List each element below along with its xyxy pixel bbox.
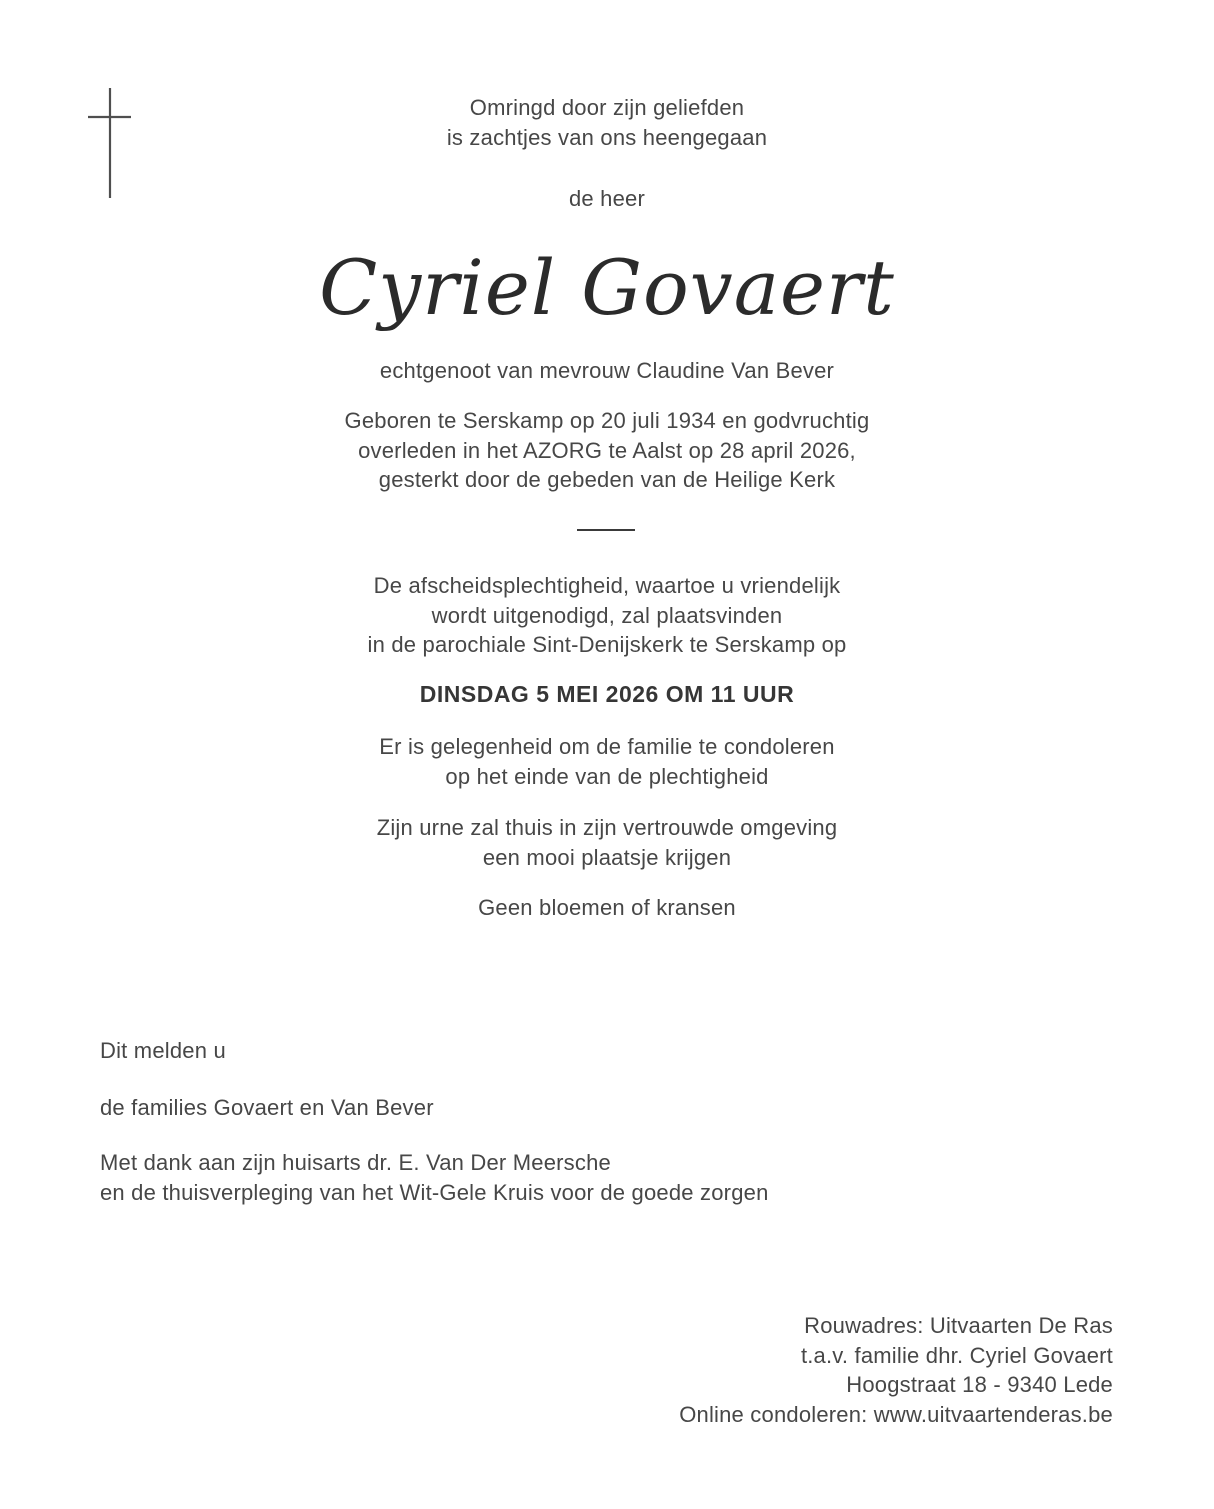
announcers-families: de families Govaert en Van Bever xyxy=(100,1094,434,1120)
thanks-line: Met dank aan zijn huisarts dr. E. Van Der Meersche xyxy=(100,1150,611,1175)
spouse-line: echtgenoot van mevrouw Claudine Van Bever xyxy=(379,358,835,383)
life-dates xyxy=(0,406,1214,495)
condolence-line: Er is gelegenheid om de familie te condoleren xyxy=(379,734,835,759)
urn-line: Zijn urne zal thuis in zijn vertrouwde omgeving xyxy=(376,815,838,840)
condolence-line: op het einde van de plechtigheid xyxy=(445,763,769,789)
ceremony-invitation xyxy=(0,571,1214,660)
announcers-intro: Dit melden u xyxy=(100,1038,226,1063)
invitation-line: De afscheidsplechtigheid, waartoe u vriendelijk xyxy=(373,573,841,598)
invitation-line: wordt uitgenodigd, zal plaatsvinden xyxy=(431,602,783,628)
intro-text xyxy=(0,93,1214,152)
urn-line: een mooi plaatsje krijgen xyxy=(482,844,732,870)
invitation-line: in de parochiale Sint-Denijskerk te Serskamp op xyxy=(367,632,847,657)
life-dates-line: overleden in het AZORG te Aalst op 28 april 2026, xyxy=(358,437,856,463)
ceremony-datetime: DINSDAG 5 MEI 2026 OM 11 UUR xyxy=(419,681,795,707)
online-condolence-line: Online condoleren: www.uitvaartenderas.be xyxy=(679,1401,1113,1427)
mourning-address-line: Hoogstraat 18 - 9340 Lede xyxy=(846,1372,1113,1397)
life-dates-line: gesterkt door de gebeden van de Heilige Kerk xyxy=(378,467,836,492)
flowers-note: Geen bloemen of kransen xyxy=(478,895,736,920)
mourning-address xyxy=(679,1311,1113,1429)
urn-info xyxy=(0,813,1214,872)
salutation: de heer xyxy=(568,186,645,211)
section-divider xyxy=(577,529,635,531)
life-dates-line: Geboren te Serskamp op 20 juli 1934 en godvruchtig xyxy=(344,408,870,433)
mourning-address-line: t.a.v. familie dhr. Cyriel Govaert xyxy=(800,1342,1113,1368)
announcers-section xyxy=(100,1036,769,1207)
intro-line: is zachtjes van ons heengegaan xyxy=(446,124,768,150)
deceased-name: Cyriel Govaert xyxy=(319,243,895,332)
mourning-address-line: Rouwadres: Uitvaarten De Ras xyxy=(804,1313,1113,1338)
condolence-info xyxy=(0,732,1214,791)
intro-line: Omringd door zijn geliefden xyxy=(469,95,745,120)
thanks-line: en de thuisverpleging van het Wit-Gele Kruis voor de goede zorgen xyxy=(100,1179,769,1205)
